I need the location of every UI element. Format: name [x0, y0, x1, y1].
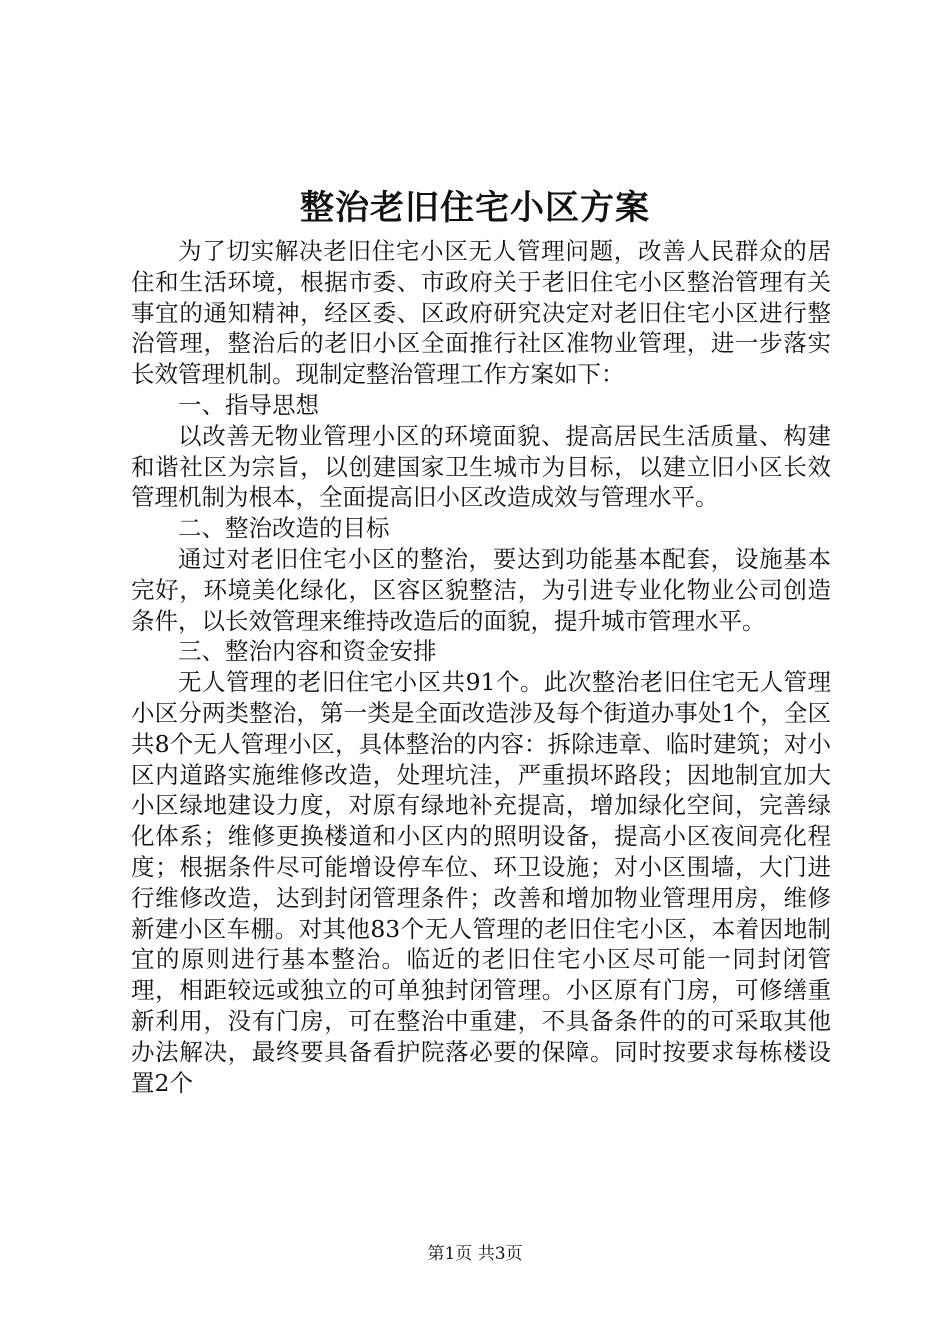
- section-heading-renovation-goals: 二、整治改造的目标: [178, 514, 390, 543]
- section-paragraph-guiding-ideology: 以改善无物业管理小区的环境面貌、提高居民生活质量、构建和谐社区为宗旨，以创建国家卫生城市为目标，以建立旧小区长效管理机制为根本，全面提高旧小区改造成效与管理水平。: [131, 421, 831, 512]
- document-body: [131, 236, 831, 1098]
- section-heading-content-and-funding: 三、整治内容和资金安排: [178, 637, 437, 666]
- section-paragraph-renovation-goals: 通过对老旧住宅小区的整治，要达到功能基本配套，设施基本完好，环境美化绿化，区容区貌整洁，为引进专业化物业公司创造条件，以长效管理来维持改造后的面貌，提升城市管理水平。: [131, 544, 831, 635]
- intro-paragraph: 为了切实解决老旧住宅小区无人管理问题，改善人民群众的居住和生活环境，根据市委、市政府关于老旧住宅小区整治管理有关事宜的通知精神，经区委、区政府研究决定对老旧住宅小区进行整治管理，整治后的老旧小区全面推行社区准物业管理，进一步落实长效管理机制。现制定整治管理工作方案如下：: [131, 237, 831, 389]
- section-paragraph-content-and-funding: 无人管理的老旧住宅小区共91个。此次整治老旧住宅无人管理小区分两类整治，第一类是全面改造涉及每个街道办事处1个，全区共8个无人管理小区，具体整治的内容：拆除违章、临时建筑；对小区内道路实施维修改造，处理坑洼，严重损坏路段；因地制宜加大小区绿地建设力度，对原有绿地补充提高，增加绿化空间，完善绿化体系；维修更换楼道和小区内的照明设备，提高小区夜间亮化程度；根据条件尽可能增设停车位、环卫设施；对小区围墙，大门进行维修改造，达到封闭管理条件；改善和增加物业管理用房，维修新建小区车棚。对其他83个无人管理的老旧住宅小区，本着因地制宜的原则进行基本整治。临近的老旧住宅小区尽可能一同封闭管理，相距较远或独立的可单独封闭管理。小区原有门房，可修缮重新利用，没有门房，可在整治中重建，不具备条件的的可采取其他办法解决，最终要具备看护院落必要的保障。同时按要求每栋楼设置2个: [131, 668, 831, 1097]
- page-number-footer: 第1页 共3页: [427, 1244, 523, 1264]
- document-title: 整治老旧住宅小区方案: [300, 188, 650, 228]
- section-heading-guiding-ideology: 一、指导思想: [178, 390, 319, 419]
